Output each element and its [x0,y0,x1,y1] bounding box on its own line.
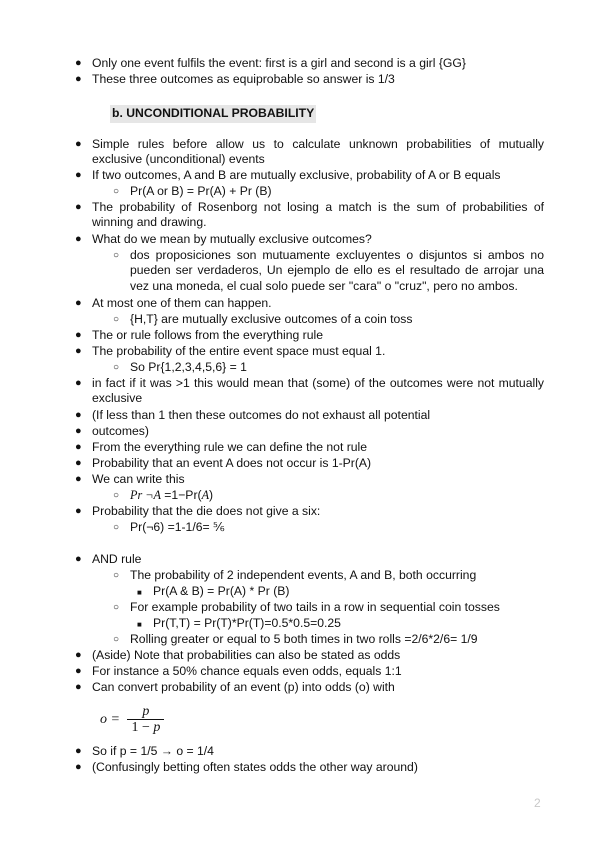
list-item [75,456,544,471]
sub-list-item [113,568,544,583]
list-item-text: The probability of the entire event space must equal 1. [92,344,386,358]
list-item [75,137,544,168]
bullet-icon: ● [75,329,82,341]
sub-list-item [113,632,544,647]
bullet-icon: ● [75,681,82,693]
formula-denominator-var: p [153,720,161,735]
sub-list-item [113,184,544,199]
sub-list-item [113,488,544,503]
list-item-text: outcomes) [92,424,149,438]
list-item [75,440,544,455]
bullet-icon: ● [75,73,82,85]
list-item [75,56,544,71]
square-bullet-icon: ■ [137,620,142,629]
list-item [75,328,544,343]
list-item-text: Probability that an event A does not occur is 1-Pr(A) [92,456,372,470]
list-item [75,648,544,663]
list-item [75,408,544,423]
square-bullet-icon: ■ [137,588,142,597]
sub-sub-list-item [137,616,544,631]
list-item-text: Probability that the die does not give a six: [92,504,321,518]
list-item-text: in fact if it was >1 this would mean that (some) of the outcomes were not mutually exclusive [92,376,544,406]
list-item-text: If two outcomes, A and B are mutually exclusive, probability of A or B equals [92,168,501,182]
list-item-text: Pr(A or B) = Pr(A) + Pr (B) [130,184,272,198]
bullet-icon: ● [75,138,82,150]
list-item [75,232,544,247]
list-item-text: (Aside) Note that probabilities can also be stated as odds [92,648,401,662]
sub-list-item [113,248,544,294]
list-item-text: dos proposiciones son mutuamente excluyentes o disjuntos si ambos no pueden ser verdaderos, Un ejemplo de ello es el resultado de arrojar una vez una moneda, el cual solo puede ser "cara" o "cruz", pero no ambos. [130,248,544,293]
bullet-icon: ● [75,457,82,469]
formula-fraction [127,704,164,736]
list-item-text: At most one of them can happen. [92,296,272,310]
list-item-text: So Pr{1,2,3,4,5,6} = 1 [130,360,247,374]
list-item [75,168,544,183]
list-item-text: {H,T} are mutually exclusive outcomes of a coin toss [130,312,413,326]
list-item [75,664,544,679]
bullet-icon: ● [75,665,82,677]
list-item [75,744,544,759]
formula-denominator-one: 1 − [131,720,154,735]
bullet-icon: ● [75,441,82,453]
not-formula-var: A [201,488,210,502]
sub-list-item [113,520,544,535]
list-item-text: So if p = 1/5 → o = 1/4 [92,744,214,758]
bullet-icon: ● [75,345,82,357]
list-item-text: These three outcomes as equiprobable so answer is 1/3 [92,72,395,86]
formula-numerator: p [127,704,164,720]
formula-lhs: o = [100,712,120,728]
sub-list-item [113,360,544,375]
odds-formula [100,704,164,736]
list-item [75,376,544,407]
list-item-text: Rolling greater or equal to 5 both times in two rolls =2/6*2/6= 1/9 [130,632,478,646]
bullet-icon: ● [75,297,82,309]
list-item-text: Pr(T,T) = Pr(T)*Pr(T)=0.5*0.5=0.25 [153,616,341,630]
bullet-icon: ● [75,473,82,485]
sub-sub-list-item [137,584,544,599]
bullet-icon: ● [75,57,82,69]
list-item-text: We can write this [92,472,185,486]
list-item-text: Simple rules before allow us to calculate unknown probabilities of mutually exclusive (unconditional) events [92,137,544,167]
circle-bullet-icon: ○ [113,250,120,261]
bullet-icon: ● [75,409,82,421]
formula-denominator [127,720,164,736]
list-item-text: Pr(A & B) = Pr(A) * Pr (B) [153,584,290,598]
circle-bullet-icon: ○ [113,602,120,613]
page-number: 2 [534,796,541,810]
list-item-text: What do we mean by mutually exclusive outcomes? [92,232,372,246]
not-formula-end: ) [209,488,214,502]
circle-bullet-icon: ○ [113,634,120,645]
circle-bullet-icon: ○ [113,186,120,197]
list-item [75,72,544,87]
list-item-text: The probability of 2 independent events, A and B, both occurring [130,568,477,582]
bullet-icon: ● [75,505,82,517]
list-item [75,680,544,695]
circle-bullet-icon: ○ [113,490,120,501]
list-item [75,504,544,519]
not-formula-rhs: =1−Pr( [164,488,202,502]
circle-bullet-icon: ○ [113,570,120,581]
list-item [75,472,544,487]
not-formula-lhs: Pr ¬A [130,488,161,502]
list-item-text: Pr(¬6) =1-1/6= ⅚ [130,520,225,534]
circle-bullet-icon: ○ [113,362,120,373]
list-item-text: The or rule follows from the everything rule [92,328,323,342]
list-item-text: Only one event fulfils the event: first is a girl and second is a girl {GG} [92,56,466,70]
circle-bullet-icon: ○ [113,522,120,533]
bullet-icon: ● [75,553,82,565]
list-item-text: For instance a 50% chance equals even odds, equals 1:1 [92,664,402,678]
list-item-text: The probability of Rosenborg not losing a match is the sum of probabilities of winning and drawing. [92,200,544,230]
bullet-icon: ● [75,169,82,181]
list-item-text: (If less than 1 then these outcomes do not exhaust all potential [92,408,431,422]
bullet-icon: ● [75,745,82,757]
sub-list-item [113,312,544,327]
bullet-icon: ● [75,233,82,245]
list-item [75,760,544,775]
sub-list-item [113,600,544,615]
bullet-icon: ● [75,761,82,773]
bullet-icon: ● [75,201,82,213]
list-item-text: For example probability of two tails in a row in sequential coin tosses [130,600,500,614]
circle-bullet-icon: ○ [113,314,120,325]
list-item-text: Can convert probability of an event (p) into odds (o) with [92,680,395,694]
list-item-text: From the everything rule we can define the not rule [92,440,368,454]
bullet-icon: ● [75,425,82,437]
section-heading: b. UNCONDITIONAL PROBABILITY [110,105,316,123]
list-item [75,296,544,311]
bullet-icon: ● [75,377,82,389]
list-item [75,552,544,567]
bullet-icon: ● [75,649,82,661]
list-item [75,424,544,439]
list-item-text: (Confusingly betting often states odds the other way around) [92,760,418,774]
list-item [75,200,544,231]
list-item-text: AND rule [92,552,142,566]
list-item [75,344,544,359]
